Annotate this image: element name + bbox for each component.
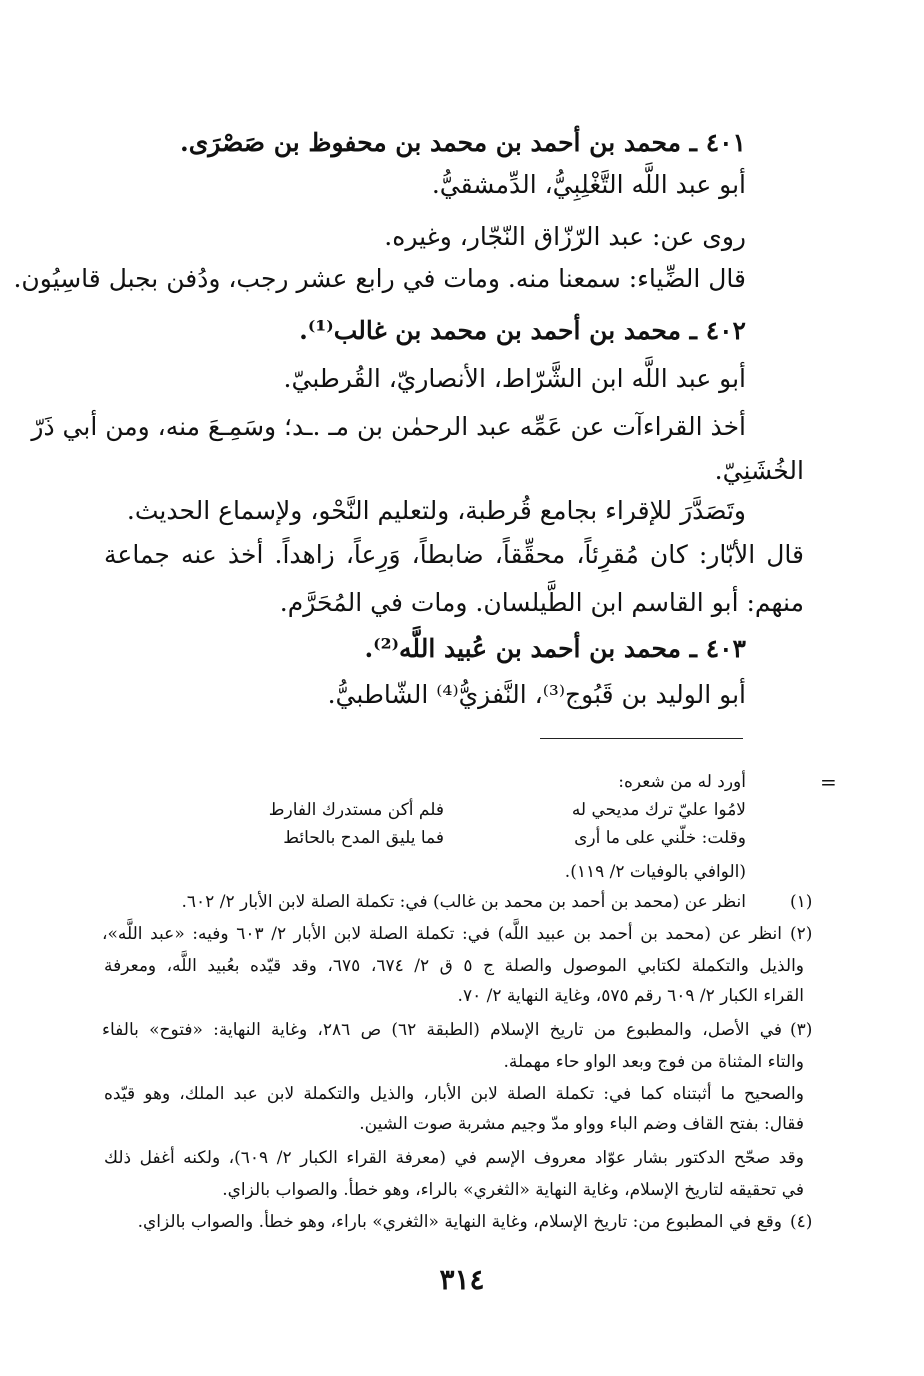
entry-402-line: أبو عبد اللَّه ابن الشَّرّاط، الأنصاريّ، القُرطبيّ. [283,364,746,393]
footnote-line: وقع في المطبوع من: تاريخ الإسلام، وغاية النهاية «الثغري» باراء، وهو خطأ. والصواب بالزاي. [137,1212,782,1232]
verse-source: (الوافي بالوفيات ٢/ ١١٩). [564,862,746,882]
footnote-line: وقد صحّح الدكتور بشار عوّاد معروف الإسم في (معرفة القراء الكبار ٢/ ٦٠٩)، ولكنه أغفل ذلك [104,1148,804,1168]
footnote-number: (٢) [790,924,813,944]
verse-hemistich: فلم أكن مستدرك الفارط [268,800,444,820]
entry-403-line: أبو الوليد بن قَبُوج⁽³⁾، النَّفزيُّ⁽⁴⁾ الشّاطبيُّ. [327,680,746,709]
verse-hemistich: وقلت: خلّني على ما أرى [574,828,746,848]
continuation-mark: = [820,770,837,794]
footnote-number: (١) [790,892,813,912]
entry-402-line: قال الأبّار: كان مُقرِئاً، محقِّقاً، ضابطاً، وَرِعاً، زاهداً. أخذ عنه جماعة [104,540,804,569]
footnote-poem-intro: أورد له من شعره: [618,772,746,792]
entry-402-line: الخُشَنِيّ. [714,456,804,485]
entry-402-heading: ٤٠٢ ـ محمد بن أحمد بن محمد بن غالب⁽¹⁾. [299,316,746,345]
footnote-line: في الأصل، والمطبوع من تاريخ الإسلام (الطبقة ٦٢) ص ٢٨٦، وغاية النهاية: «فتوح» بالفاء [102,1020,783,1040]
footnote-line: والتاء المثناة من فوج وبعد الواو حاء مهملة. [503,1052,804,1072]
verse-hemistich: لامُوا عليّ ترك مديحي له [571,800,746,820]
entry-401-line: روى عن: عبد الرّزّاق النّجّار، وغيره. [384,222,746,251]
entry-403-heading: ٤٠٣ ـ محمد بن أحمد بن عُبيد اللَّه⁽²⁾. [364,634,746,663]
page-number: ٣١٤ [439,1263,485,1296]
footnote-line: القراء الكبار ٢/ ٦٠٩ رقم ٥٧٥، وغاية النهاية ٢/ ٧٠. [457,986,804,1006]
footnote-line: انظر عن (محمد بن أحمد بن محمد بن غالب) في: تكملة الصلة لابن الأبار ٢/ ٦٠٢. [181,892,746,912]
entry-401-line: أبو عبد اللَّه التَّغْلِبِيُّ، الدِّمشقيُّ. [431,170,746,199]
footnote-line: والصحيح ما أثبتناه كما في: تكملة الصلة لابن الأبار، والذيل والتكملة لابن عبد الملك، وهو قيّده [104,1084,804,1104]
entry-401-line: قال الضِّياء: سمعنا منه. ومات في رابع عشر رجب، ودُفن بجبل قاسِيُون. [13,264,746,293]
entry-402-line: منهم: أبو القاسم ابن الطَّيلسان. ومات في المُحَرَّم. [279,588,804,617]
footnote-number: (٣) [790,1020,813,1040]
footnote-number: (٤) [790,1212,813,1232]
entry-401-heading: ٤٠١ ـ محمد بن أحمد بن محمد بن محفوظ بن صَصْرَى. [180,128,746,157]
entry-402-line: أخذ القراءآت عن عَمِّه عبد الرحمٰن بن مـ .ـد؛ وسَمِـعَ منه، ومن أبي ذَرّ [31,412,746,441]
verse-hemistich: فما يليق المدح بالحائط [283,828,444,848]
footnote-separator [540,738,743,739]
entry-402-line: وتَصَدَّرَ للإقراء بجامع قُرطبة، ولتعليم النَّحْو، ولإسماع الحديث. [126,496,746,525]
footnote-line: فقال: بفتح القاف وضم الباء وواو مدّ وجيم مشربة صوت الشين. [359,1114,804,1134]
footnote-line: انظر عن (محمد بن أحمد بن عبيد اللَّه) في: تكملة الصلة لابن الأبار ٢/ ٦٠٣ وفيه: «عبد اللَّه»، [102,924,782,944]
footnote-line: في تحقيقه لتاريخ الإسلام، وغاية النهاية «الثغري» بالراء، وهو خطأ. والصواب بالزاي. [222,1180,804,1200]
footnote-line: والذيل والتكملة لكتابي الموصول والصلة ج ٥ ق ٢/ ٦٧٤، ٦٧٥، وقد قيّده بعُبيد اللَّه، ومعرفة [104,956,805,976]
